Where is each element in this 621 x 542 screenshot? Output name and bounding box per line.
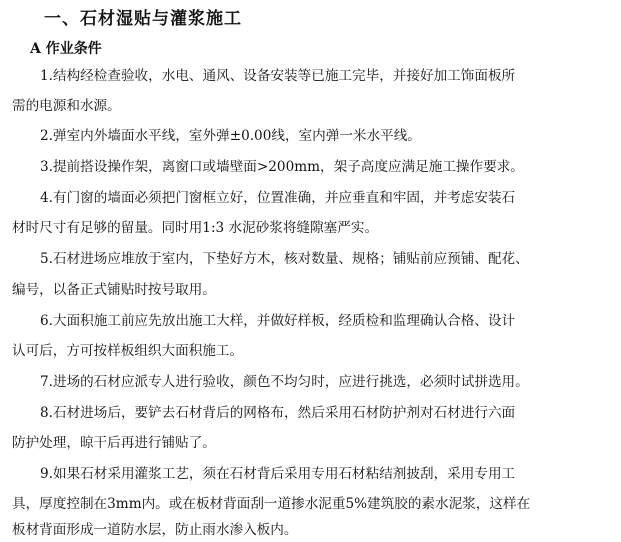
item-7-line-1: 7.进场的石材应派专人进行验收，颜色不均匀时，应进行挑选，必须时试拼选用。 <box>40 374 529 390</box>
section-title: 一、石材湿贴与灌浆施工 <box>44 9 242 29</box>
item-1-line-2: 需的电源和水源。 <box>12 98 121 114</box>
item-3-line-1: 3.提前搭设操作架，离窗口或墙壁面>200mm，架子高度应满足施工操作要求。 <box>40 159 524 175</box>
item-5-line-1: 5.石材进场应堆放于室内，下垫好方木，核对数量、规格；铺贴前应预铺、配花、 <box>40 251 529 267</box>
item-4-line-2: 材时尺寸有足够的留量。同时用1:3 水泥砂浆将缝隙塞严实。 <box>12 220 379 236</box>
item-2-line-1: 2.弹室内外墙面水平线，室外弹±0.00线，室内弹一米水平线。 <box>40 128 421 144</box>
item-8-line-2: 防护处理，晾干后再进行铺贴了。 <box>12 435 216 451</box>
item-9-line-3: 板材背面形成一道防水层，防止雨水渗入板内。 <box>12 522 298 538</box>
item-5-line-2: 编号，以备正式铺贴时按号取用。 <box>12 282 216 298</box>
item-1-line-1: 1.结构经检查验收，水电、通风、设备安装等已施工完毕，并接好加工饰面板所 <box>40 68 516 84</box>
item-8-line-1: 8.石材进场后，要铲去石材背后的网格布，然后采用石材防护剂对石材进行六面 <box>40 405 516 421</box>
item-6-line-1: 6.大面积施工前应先放出施工大样，并做好样板，经质检和监理确认合格、设计 <box>40 313 516 329</box>
item-4-line-1: 4.有门窗的墙面必须把门窗框立好，位置准确，并应垂直和牢固，并考虑安装石 <box>40 190 516 206</box>
item-9-line-1: 9.如果石材采用灌浆工艺，须在石材背后采用专用石材粘结剂披刮，采用专用工 <box>40 466 516 482</box>
subsection-heading: A 作业条件 <box>30 41 102 57</box>
item-9-line-2: 具，厚度控制在3mm内。或在板材背面刮一道掺水泥重5%建筑胶的素水泥浆，这样在 <box>12 496 531 512</box>
item-6-line-2: 认可后，方可按样板组织大面积施工。 <box>12 343 244 359</box>
